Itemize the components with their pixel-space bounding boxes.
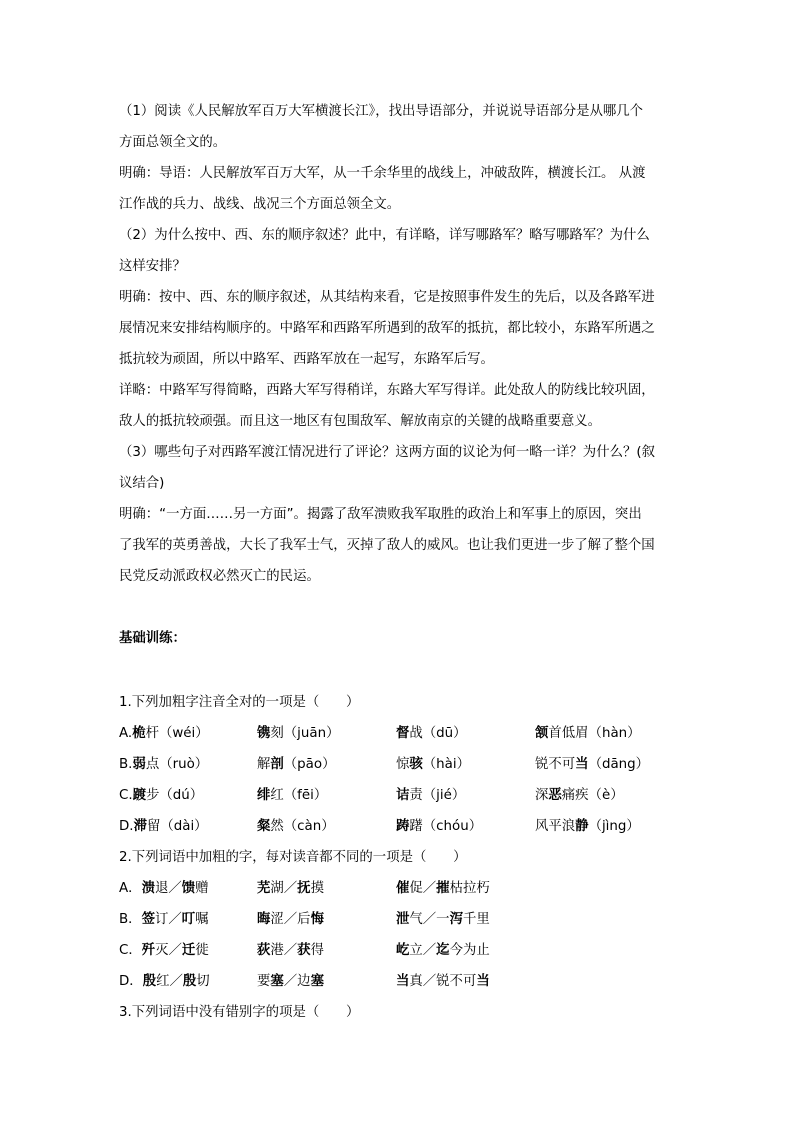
option-suffix: （jìng）	[588, 819, 640, 834]
bold-char: 当	[575, 757, 589, 772]
option-prefix: A.	[119, 726, 133, 741]
pair-middle: 真／锐不可	[409, 974, 477, 989]
bold-char: 迁	[181, 943, 196, 958]
option-prefix: 锐不可	[535, 757, 576, 772]
answer-line: 了我军的英勇善战，大长了我军士气，灭掉了敌人的威风。也让我们更进一步了解了整个国	[119, 538, 655, 553]
analysis-section	[119, 96, 679, 592]
bold-char: 颔	[535, 726, 549, 741]
pair-prefix: C．	[119, 943, 142, 958]
option-cell	[396, 780, 535, 811]
word-pair	[396, 966, 596, 997]
option-prefix: 深	[535, 788, 549, 803]
bold-char: 泻	[449, 912, 463, 927]
option-row	[119, 966, 679, 997]
section-title: 基础训练：	[119, 631, 186, 646]
option-suffix: 步（dú）	[146, 788, 204, 803]
option-prefix: 风平浪	[535, 819, 576, 834]
bold-char: 获	[297, 943, 311, 958]
word-pair	[396, 935, 596, 966]
option-cell	[535, 811, 675, 842]
pair-suffix: 今为止	[449, 943, 490, 958]
option-cell	[535, 749, 675, 780]
pair-middle: 涩／后	[270, 912, 311, 927]
question-line: 这样安排？	[119, 259, 186, 274]
question-1-stem: 1.下列加粗字注音全对的一项是（ ）	[119, 695, 360, 710]
option-cell	[257, 811, 396, 842]
pair-middle: 气／一	[409, 912, 450, 927]
pair-middle: 立／	[409, 943, 437, 958]
pair-suffix: 切	[196, 974, 210, 989]
pair-suffix: 摸	[310, 881, 324, 896]
bold-char: 晦	[257, 912, 271, 927]
bold-char: 殷	[182, 974, 197, 989]
option-cell	[119, 780, 257, 811]
question-3	[119, 997, 679, 1028]
word-pair	[119, 935, 257, 966]
bold-char: 诘	[396, 788, 410, 803]
bold-char: 骇	[409, 757, 423, 772]
word-pair	[119, 904, 257, 935]
option-row	[119, 780, 679, 811]
bold-char: 抚	[297, 881, 311, 896]
option-cell	[257, 718, 396, 749]
bold-char: 塞	[310, 974, 324, 989]
bold-char: 粲	[257, 819, 271, 834]
word-pair	[396, 873, 596, 904]
bold-char: 弱	[132, 757, 146, 772]
pair-middle: 退／	[154, 881, 182, 896]
pair-middle: ／边	[283, 974, 311, 989]
option-suffix: 刻（juān）	[270, 726, 340, 741]
bold-char: 塞	[270, 974, 284, 989]
answer-line: 敌人的抵抗较顽强。而且这一地区有包围敌军、解放南京的关键的战略重要意义。	[119, 414, 602, 429]
option-prefix: C.	[119, 788, 133, 803]
answer-line: 民党反动派政权必然灭亡的民运。	[119, 569, 320, 584]
bold-char: 签	[141, 912, 155, 927]
option-cell	[396, 749, 535, 780]
bold-char: 歼	[141, 943, 156, 958]
pair-middle: 红／	[156, 974, 183, 989]
bold-char: 芜	[257, 881, 271, 896]
option-suffix: （hài）	[422, 757, 470, 772]
bold-char: 绯	[257, 788, 271, 803]
option-suffix: 首低眉（hàn）	[548, 726, 641, 741]
pair-suffix: 徙	[195, 943, 209, 958]
option-cell	[119, 811, 257, 842]
pair-prefix: 要	[257, 974, 271, 989]
question-line: （1）阅读《人民解放军百万大军横渡长江》，找出导语部分，并说说导语部分是从哪几个	[119, 104, 644, 119]
option-suffix: 战（dū）	[409, 726, 467, 741]
bold-char: 恶	[548, 788, 562, 803]
bold-char: 踱	[132, 788, 146, 803]
bold-char: 督	[396, 726, 410, 741]
option-prefix: D.	[119, 819, 134, 834]
option-cell	[119, 718, 257, 749]
word-pair	[119, 873, 257, 904]
bold-char: 摧	[436, 881, 450, 896]
bold-char: 踌	[396, 819, 410, 834]
pair-suffix: 赠	[195, 881, 209, 896]
question-2-options	[119, 873, 679, 997]
answer-line: 明确：导语：人民解放军百万大军，从一千余华里的战线上，冲破敌阵，横渡长江。 从渡	[119, 166, 646, 181]
word-pair	[257, 873, 396, 904]
pair-prefix: B．	[119, 912, 142, 927]
bold-char: 剖	[270, 757, 284, 772]
word-pair	[119, 966, 257, 997]
option-suffix: 点（ruò）	[145, 757, 209, 772]
bold-char: 桅	[132, 726, 146, 741]
bold-char: 悔	[310, 912, 324, 927]
option-prefix: 惊	[396, 757, 410, 772]
option-suffix: 痛疾（è）	[561, 788, 624, 803]
bold-char: 滞	[133, 819, 147, 834]
bold-char: 屹	[396, 943, 410, 958]
option-prefix: 解	[257, 757, 271, 772]
answer-line: 明确：“一方面……另一方面”。揭露了敌军溃败我军取胜的政治上和军事上的原因，突出	[119, 507, 642, 522]
option-suffix: 责（jié）	[409, 788, 466, 803]
pair-suffix: 枯拉朽	[449, 881, 490, 896]
pair-middle: 湖／	[270, 881, 298, 896]
option-cell	[119, 749, 257, 780]
word-pair	[396, 904, 596, 935]
option-row	[119, 718, 679, 749]
word-pair	[257, 935, 396, 966]
option-suffix: （dāng）	[588, 757, 650, 772]
option-suffix: （pāo）	[283, 757, 336, 772]
option-suffix: 然（càn）	[270, 819, 335, 834]
bold-char: 当	[476, 974, 490, 989]
question-line: 议结合)	[119, 476, 165, 491]
option-row	[119, 935, 679, 966]
answer-line: 江作战的兵力、战线、战况三个方面总领全文。	[119, 197, 401, 212]
option-suffix: 留（dài）	[146, 819, 208, 834]
option-cell	[535, 780, 675, 811]
bold-char: 叮	[181, 912, 196, 927]
word-pair	[257, 966, 396, 997]
option-row	[119, 904, 679, 935]
answer-line: 展情况来安排结构顺序的。中路军和西路军所遇到的敌军的抵抗，都比较小，东路军所遇之	[119, 321, 655, 336]
pair-middle: 促／	[409, 881, 437, 896]
option-cell	[396, 811, 535, 842]
option-cell	[535, 718, 675, 749]
question-1-options	[119, 718, 679, 842]
pair-suffix: 得	[310, 943, 324, 958]
pair-suffix: 千里	[462, 912, 490, 927]
option-suffix: 杆（wéi）	[145, 726, 209, 741]
document-content	[119, 96, 679, 1028]
word-pair	[257, 904, 396, 935]
bold-char: 泄	[396, 912, 410, 927]
option-cell	[257, 749, 396, 780]
option-row	[119, 873, 679, 904]
option-prefix: B.	[119, 757, 133, 772]
pair-prefix: A．	[119, 881, 142, 896]
question-2	[119, 842, 679, 997]
pair-middle: 港／	[270, 943, 298, 958]
answer-line: 抵抗较为顽固，所以中路军、西路军放在一起写，东路军后写。	[119, 352, 494, 367]
pair-suffix: 嘱	[195, 912, 209, 927]
option-cell	[257, 780, 396, 811]
bold-char: 殷	[142, 974, 157, 989]
option-suffix: 躇（chóu）	[409, 819, 483, 834]
bold-char: 当	[396, 974, 410, 989]
option-suffix: 红（fēi）	[270, 788, 328, 803]
pair-middle: 灭／	[155, 943, 182, 958]
option-cell	[396, 718, 535, 749]
option-row	[119, 811, 679, 842]
bold-char: 荻	[257, 943, 271, 958]
pair-middle: 订／	[154, 912, 182, 927]
bold-char: 镌	[257, 726, 271, 741]
question-2-stem: 2.下列词语中加粗的字，每对读音都不同的一项是（ ）	[119, 850, 467, 865]
question-line: 方面总领全文的。	[119, 135, 227, 150]
answer-line: 详略：中路军写得简略，西路大军写得稍详，东路大军写得详。此处敌人的防线比较巩固，	[119, 383, 655, 398]
question-line: （3）哪些句子对西路军渡江情况进行了评论？这两方面的议论为何一略一详？为什么？(叙	[119, 445, 655, 460]
question-3-stem: 3.下列词语中没有错别字的项是（ ）	[119, 1005, 360, 1020]
option-row	[119, 749, 679, 780]
bold-char: 静	[575, 819, 589, 834]
bold-char: 催	[396, 881, 410, 896]
question-line: （2）为什么按中、西、东的顺序叙述？此中，有详略，详写哪路军？略写哪路军？为什么	[119, 228, 650, 243]
answer-line: 明确：按中、西、东的顺序叙述，从其结构来看，它是按照事件发生的先后，以及各路军进	[119, 290, 655, 305]
bold-char: 溃	[141, 881, 155, 896]
pair-prefix: D．	[119, 974, 143, 989]
bold-char: 迄	[436, 943, 450, 958]
bold-char: 馈	[181, 881, 196, 896]
question-1	[119, 687, 679, 842]
